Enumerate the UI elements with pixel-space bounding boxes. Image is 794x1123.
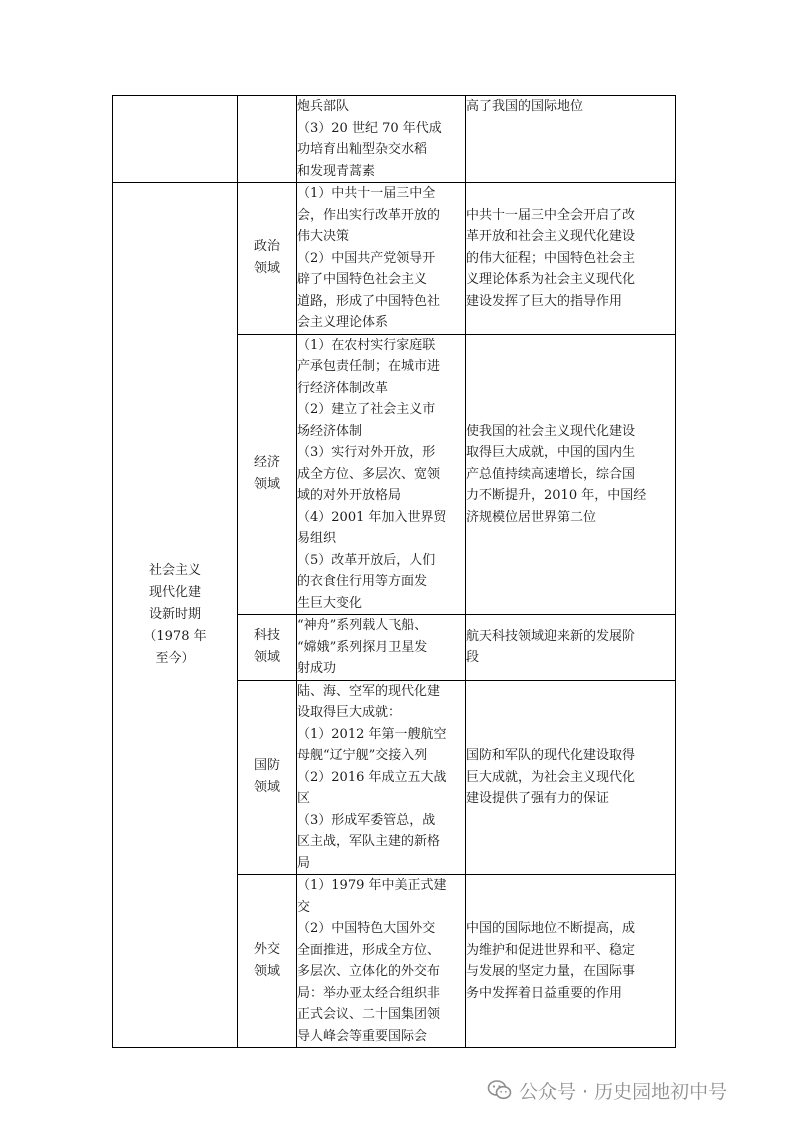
event-cell-technology: “神舟”系列载人飞船、 “嫦娥”系列探月卫星发 射成功	[297, 615, 466, 681]
event-cell-politics: （1）中共十一届三中全 会，作出实行改革开放的 伟大决策 （2）中国共产党领导开 辟了中国特色社会主义 道路，形成了中国特色社 会主义理论体系	[297, 183, 466, 335]
event-cell-economy: （1）在农村实行家庭联 产承包责任制；在城市进 行经济体制改革 （2）建立了社会主义市 场经济体制 （3）实行对外开放，形 成全方位、多层次、宽领 域的对外开放格局 （4）2001 年加入世界贸 易组织 （5）改革开放后，人们 的衣食住行用等方面发 生巨大变化	[297, 334, 466, 615]
impact-cell-continued: 高了我国的国际地位	[466, 96, 676, 183]
domain-cell-empty	[238, 96, 297, 183]
domain-cell-technology: 科技 领域	[238, 615, 297, 681]
history-table	[112, 95, 676, 1048]
impact-cell-economy: 使我国的社会主义现代化建设 取得巨大成就，中国的国内生 产总值持续高速增长，综合国 力不断提升，2010 年，中国经 济规模位居世界第二位	[466, 334, 676, 615]
table-row-continued	[113, 96, 676, 183]
table-row-politics	[113, 183, 676, 335]
era-cell-empty	[113, 96, 238, 183]
impact-cell-technology: 航天科技领域迎来新的发展阶 段	[466, 615, 676, 681]
event-cell-continued: 炮兵部队 （3）20 世纪 70 年代成 功培育出籼型杂交水稻 和发现青蒿素	[297, 96, 466, 183]
watermark	[487, 1075, 727, 1105]
domain-cell-economy: 经济 领域	[238, 334, 297, 615]
era-label: 社会主义 现代化建 设新时期 （1978 年 至今）	[143, 563, 207, 666]
event-cell-diplomacy: （1）1979 年中美正式建 交 （2）中国特色大国外交 全面推进，形成全方位、 多层次、立体化的外交布 局：举办亚太经合组织非 正式会议、二十国集团领 导人峰会等重要国际会	[297, 875, 466, 1048]
wechat-icon	[487, 1077, 513, 1103]
domain-cell-diplomacy: 外交 领域	[238, 875, 297, 1048]
impact-cell-diplomacy: 中国的国际地位不断提高，成 为维护和促进世界和平、稳定 与发展的坚定力量，在国际事 务中发挥着日益重要的作用	[466, 875, 676, 1048]
domain-cell-politics: 政治 领域	[238, 183, 297, 335]
era-cell	[113, 183, 238, 1048]
impact-cell-defense: 国防和军队的现代化建设取得 巨大成就，为社会主义现代化 建设提供了强有力的保证	[466, 680, 676, 875]
event-cell-defense: 陆、海、空军的现代化建 设取得巨大成就： （1）2012 年第一艘航空 母舰“辽宁舰”交接入列 （2）2016 年成立五大战 区 （3）形成军委管总，战 区主战，军队主建的新格 局	[297, 680, 466, 875]
impact-cell-politics: 中共十一届三中全会开启了改 革开放和社会主义现代化建设 的伟大征程；中国特色社会主 义理论体系为社会主义现代化 建设发挥了巨大的指导作用	[466, 183, 676, 335]
domain-cell-defense: 国防 领域	[238, 680, 297, 875]
watermark-label: 公众号 · 历史园地初中号	[519, 1080, 728, 1103]
